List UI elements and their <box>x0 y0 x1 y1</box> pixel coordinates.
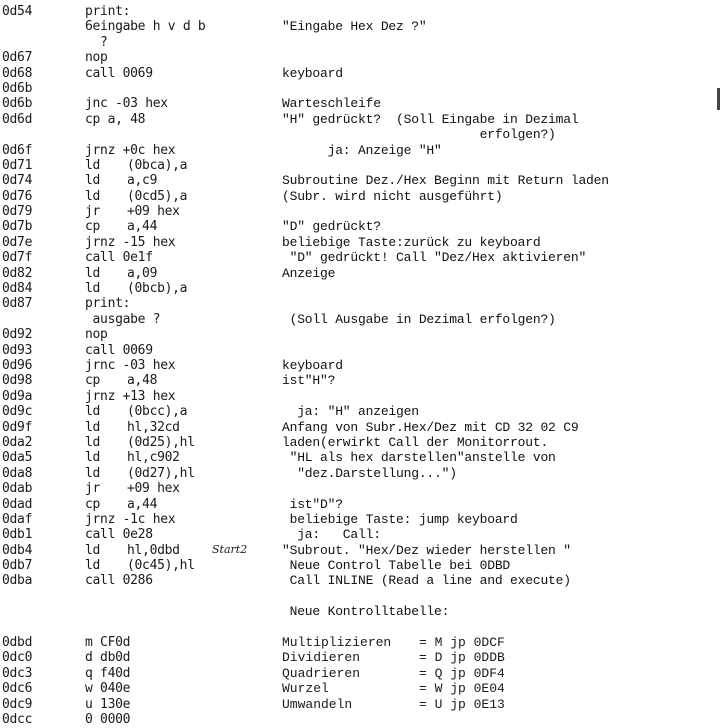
address-cell: 0d9f <box>2 420 33 435</box>
address-cell: 0d92 <box>2 327 33 342</box>
listing-row <box>0 558 720 574</box>
address-cell: 0daf <box>2 512 33 527</box>
mnemonic-cell: q f40d <box>85 666 131 681</box>
operand-cell: (0d25),hl <box>127 435 195 450</box>
address-cell: 0dc9 <box>2 697 33 712</box>
table-jump-code: = Q jp 0DF4 <box>419 666 505 681</box>
mnemonic-cell: ausgabe ? <box>85 312 161 327</box>
operand-cell: hl,c902 <box>127 450 180 465</box>
address-cell: 0d68 <box>2 66 33 81</box>
listing-row <box>0 35 720 51</box>
comment-cell: Anzeige <box>282 266 336 281</box>
mnemonic-cell: jr <box>85 204 101 219</box>
listing-row <box>0 343 720 359</box>
address-cell: 0d82 <box>2 266 33 281</box>
address-cell: 0dab <box>2 481 33 496</box>
mnemonic-cell: call 0e1f <box>85 250 153 265</box>
mnemonic-cell: jnc -03 hex <box>85 96 168 111</box>
mnemonic-cell: ld <box>85 158 101 173</box>
listing-row <box>0 112 720 128</box>
comment-cell: ist"D"? <box>282 497 343 512</box>
comment-cell: Neue Control Tabelle bei 0DBD <box>282 558 511 573</box>
listing-row <box>0 312 720 328</box>
mnemonic-cell: call 0e28 <box>85 527 153 542</box>
operand-cell: (0bcc),a <box>127 404 188 419</box>
comment-cell: Subroutine Dez./Hex Beginn mit Return laden <box>282 173 609 188</box>
listing-row <box>0 466 720 482</box>
operand-cell: +09 hex <box>127 481 180 496</box>
mnemonic-cell: ld <box>85 266 101 281</box>
comment-cell: "Eingabe Hex Dez ?" <box>282 19 427 34</box>
listing-row <box>0 389 720 405</box>
listing-row <box>0 543 720 559</box>
comment-cell: "H" gedrückt? (Soll Eingabe in Dezimal <box>282 112 579 127</box>
mnemonic-cell: m CF0d <box>85 635 131 650</box>
mnemonic-cell: call 0069 <box>85 66 153 81</box>
address-cell: 0d7b <box>2 219 33 234</box>
mnemonic-cell: ld <box>85 450 101 465</box>
mnemonic-cell: jrnz +13 hex <box>85 389 176 404</box>
address-cell: 0d79 <box>2 204 33 219</box>
comment-cell: (Soll Ausgabe in Dezimal erfolgen?) <box>282 312 556 327</box>
mnemonic-cell: cp <box>85 497 101 512</box>
mnemonic-cell: u 130e <box>85 697 131 712</box>
comment-cell: "D" gedrückt? <box>282 219 381 234</box>
mnemonic-cell: w 040e <box>85 681 131 696</box>
operand-cell: (0cd5),a <box>127 189 188 204</box>
operand-cell: (0c45),hl <box>127 558 195 573</box>
comment-cell: beliebige Taste:zurück zu keyboard <box>282 235 541 250</box>
listing-row <box>0 358 720 374</box>
address-cell: 0d6d <box>2 112 33 127</box>
address-cell: 0d93 <box>2 343 33 358</box>
listing-row <box>0 527 720 543</box>
comment-cell: keyboard <box>282 66 343 81</box>
listing-row <box>0 589 720 605</box>
address-cell: 0d9c <box>2 404 33 419</box>
address-cell: 0d98 <box>2 373 33 388</box>
mnemonic-cell: ld <box>85 189 101 204</box>
address-cell: 0d6b <box>2 81 33 96</box>
listing-row <box>0 573 720 589</box>
listing-row <box>0 712 720 728</box>
comment-cell: erfolgen?) <box>282 127 556 142</box>
listing-row <box>0 481 720 497</box>
mnemonic-cell: jrnc -03 hex <box>85 358 176 373</box>
listing-row <box>0 143 720 159</box>
listing-row <box>0 327 720 343</box>
table-function-name: Quadrieren <box>282 666 361 681</box>
listing-row <box>0 420 720 436</box>
mnemonic-cell: ld <box>85 404 101 419</box>
comment-cell: "D" gedrückt! Call "Dez/Hex aktivieren" <box>282 250 587 265</box>
address-cell: 0dba <box>2 573 33 588</box>
operand-cell: (0bca),a <box>127 158 188 173</box>
mnemonic-cell: d db0d <box>85 650 131 665</box>
mnemonic-cell: jrnz +0c hex <box>85 143 176 158</box>
listing-row <box>0 620 720 636</box>
listing-row <box>0 96 720 112</box>
mnemonic-cell: ld <box>85 466 101 481</box>
table-jump-code: = M jp 0DCF <box>419 635 505 650</box>
mnemonic-cell: nop <box>85 50 108 65</box>
mnemonic-cell: cp <box>85 219 101 234</box>
address-cell: 0db4 <box>2 543 33 558</box>
comment-cell: Call INLINE (Read a line and execute) <box>282 573 571 588</box>
mnemonic-cell: call 0286 <box>85 573 153 588</box>
comment-cell: "Subrout. "Hex/Dez wieder herstellen " <box>282 543 571 558</box>
mnemonic-cell: print: <box>85 4 131 19</box>
address-cell: 0d6b <box>2 96 33 111</box>
address-cell: 0d87 <box>2 296 33 311</box>
listing-row <box>0 296 720 312</box>
operand-cell: +09 hex <box>127 204 180 219</box>
mnemonic-cell: jr <box>85 481 101 496</box>
address-cell: 0dc6 <box>2 681 33 696</box>
comment-cell: (Subr. wird nicht ausgeführt) <box>282 189 503 204</box>
listing-row <box>0 189 720 205</box>
listing-row <box>0 158 720 174</box>
comment-cell: Neue Kontrolltabelle: <box>282 604 450 619</box>
operand-cell: hl,32cd <box>127 420 180 435</box>
address-cell: 0d6f <box>2 143 33 158</box>
mnemonic-cell: ld <box>85 173 101 188</box>
listing-row <box>0 250 720 266</box>
listing-row <box>0 512 720 528</box>
mnemonic-cell: print: <box>85 296 131 311</box>
mnemonic-cell: call 0069 <box>85 343 153 358</box>
address-cell: 0dc3 <box>2 666 33 681</box>
address-cell: 0d67 <box>2 50 33 65</box>
listing-row <box>0 50 720 66</box>
mnemonic-cell: ld <box>85 558 101 573</box>
listing-row <box>0 266 720 282</box>
address-cell: 0d84 <box>2 281 33 296</box>
table-jump-code: = D jp 0DDB <box>419 650 505 665</box>
address-cell: 0d54 <box>2 4 33 19</box>
listing-row <box>0 66 720 82</box>
listing-row <box>0 604 720 620</box>
table-jump-code: = W jp 0E04 <box>419 681 505 696</box>
listing-row <box>0 404 720 420</box>
operand-cell: (0bcb),a <box>127 281 188 296</box>
address-cell: 0db1 <box>2 527 33 542</box>
handwritten-start-note: Start2 <box>212 543 248 556</box>
comment-cell: beliebige Taste: jump keyboard <box>282 512 518 527</box>
comment-cell: laden(erwirkt Call der Monitorrout. <box>282 435 549 450</box>
mnemonic-cell: ld <box>85 420 101 435</box>
address-cell: 0d96 <box>2 358 33 373</box>
comment-cell: keyboard <box>282 358 343 373</box>
mnemonic-cell: jrnz -1c hex <box>85 512 176 527</box>
mnemonic-cell: cp <box>85 373 101 388</box>
listing-row <box>0 373 720 389</box>
address-cell: 0d9a <box>2 389 33 404</box>
mnemonic-cell: 0 0000 <box>85 712 131 727</box>
listing-row <box>0 19 720 35</box>
table-function-name: Umwandeln <box>282 697 353 712</box>
listing-row <box>0 219 720 235</box>
address-cell: 0db7 <box>2 558 33 573</box>
address-cell: 0d71 <box>2 158 33 173</box>
address-cell: 0dad <box>2 497 33 512</box>
table-function-name: Wurzel <box>282 681 329 696</box>
address-cell: 0da5 <box>2 450 33 465</box>
operand-cell: a,c9 <box>127 173 158 188</box>
listing-row <box>0 697 720 713</box>
mnemonic-cell: jrnz -15 hex <box>85 235 176 250</box>
address-cell: 0da2 <box>2 435 33 450</box>
mnemonic-cell: ld <box>85 281 101 296</box>
operand-cell: (0d27),hl <box>127 466 195 481</box>
listing-row <box>0 204 720 220</box>
listing-row <box>0 4 720 20</box>
listing-row <box>0 173 720 189</box>
address-cell: 0dbd <box>2 635 33 650</box>
comment-cell: ja: "H" anzeigen <box>282 404 419 419</box>
mnemonic-cell: ld <box>85 543 101 558</box>
listing-row <box>0 497 720 513</box>
mnemonic-cell: 6eingabe h v d b <box>85 19 206 34</box>
comment-cell: Warteschleife <box>282 96 381 111</box>
comment-cell: Anfang von Subr.Hex/Dez mit CD 32 02 C9 <box>282 420 579 435</box>
comment-cell: ja: Call: <box>282 527 381 542</box>
operand-cell: a,44 <box>127 497 158 512</box>
operand-cell: a,44 <box>127 219 158 234</box>
address-cell: 0d7e <box>2 235 33 250</box>
address-cell: 0dcc <box>2 712 33 727</box>
table-function-name: Dividieren <box>282 650 361 665</box>
address-cell: 0dc0 <box>2 650 33 665</box>
listing-row <box>0 127 720 143</box>
mnemonic-cell: nop <box>85 327 108 342</box>
comment-cell: ja: Anzeige "H" <box>282 143 442 158</box>
operand-cell: a,09 <box>127 266 158 281</box>
listing-row <box>0 81 720 97</box>
address-cell: 0da8 <box>2 466 33 481</box>
table-jump-code: = U jp 0E13 <box>419 697 505 712</box>
listing-row <box>0 450 720 466</box>
table-function-name: Multiplizieren <box>282 635 392 650</box>
listing-row <box>0 235 720 251</box>
listing-row <box>0 435 720 451</box>
address-cell: 0d76 <box>2 189 33 204</box>
mnemonic-cell: cp a, 48 <box>85 112 146 127</box>
comment-cell: "HL als hex darstellen"anstelle von <box>282 450 556 465</box>
address-cell: 0d7f <box>2 250 33 265</box>
listing-row <box>0 281 720 297</box>
mnemonic-cell: ld <box>85 435 101 450</box>
comment-cell: "dez.Darstellung...") <box>282 466 457 481</box>
operand-cell: a,48 <box>127 373 158 388</box>
listing-row <box>0 681 720 697</box>
address-cell: 0d74 <box>2 173 33 188</box>
operand-cell: hl,0dbd <box>127 543 180 558</box>
comment-cell: ist"H"? <box>282 373 336 388</box>
mnemonic-cell: ? <box>85 35 108 50</box>
